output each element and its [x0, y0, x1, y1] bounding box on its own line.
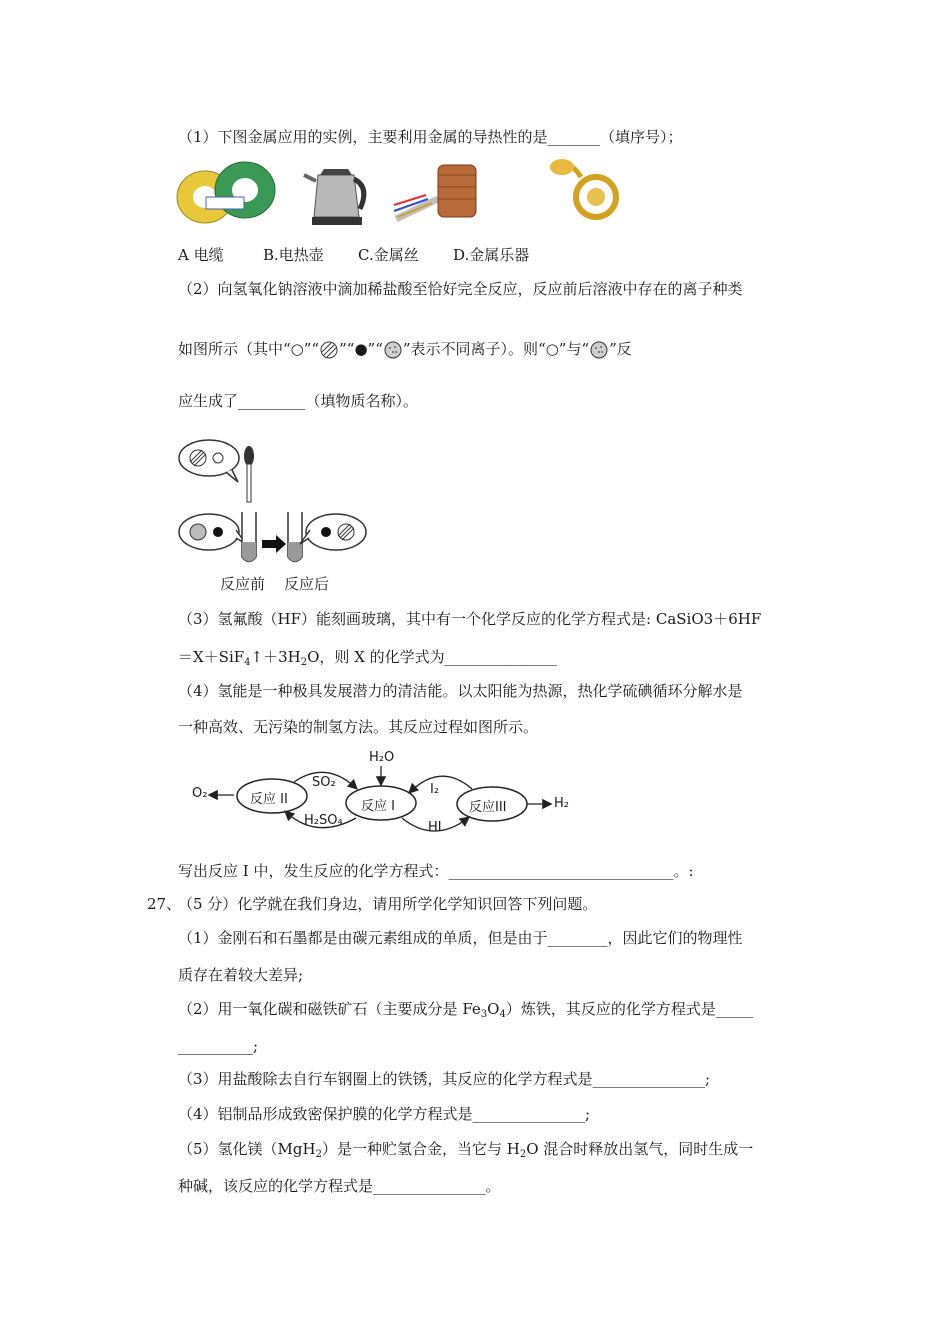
q27-p2-line2: __________;	[178, 1037, 259, 1055]
q1-prompt: （1）下图金属应用的实例，主要利用金属的导热性的是_______（填序号）；	[178, 128, 683, 146]
kettle-image	[304, 169, 364, 225]
q27-p1-line1: （1）金刚石和石墨都是由碳元素组成的单质，但是由于________，因此它们的物理性	[178, 929, 743, 947]
hatched-ion-icon	[319, 340, 339, 360]
label-hi: HI	[428, 820, 442, 835]
q27-p5-line1: （5）氢化镁（MgH$_2$）是一种贮氢合金，当它与 $H_2O$ 混合时释放出氢气，同时生成一	[178, 1140, 754, 1160]
q3-line2: $=X+SiF_4↑+3H_2O$，则 X 的化学式为_______________	[178, 648, 558, 668]
option-b: B.电热壶	[263, 246, 324, 264]
q27-p3: （3）用盐酸除去自行车钢圈上的铁锈，其反应的化学方程式是_______________;	[178, 1070, 711, 1088]
dotted-ion-icon	[589, 340, 609, 360]
option-a: A 电缆	[178, 246, 224, 264]
fig-label-before: 反应前	[220, 575, 266, 593]
q4-line3: 写出反应 I 中，发生反应的化学方程式：______________________________。:	[178, 862, 694, 880]
option-c: C.金属丝	[358, 246, 419, 264]
ion-reaction-figure	[176, 432, 376, 594]
wire-image	[394, 165, 476, 219]
label-h2o: H₂O	[369, 750, 395, 765]
cable-image	[177, 162, 275, 223]
sulfur-iodine-cycle-diagram	[176, 748, 586, 844]
fig-label-after: 反应后	[284, 575, 330, 593]
horn-image	[550, 159, 616, 217]
q27-intro: （5 分）化学就在我们身边，请用所学化学知识回答下列问题。	[178, 895, 598, 913]
q1-images	[176, 157, 636, 232]
label-reaction-3: 反应III	[469, 800, 507, 815]
q4-line2: 一种高效、无污染的制氢方法。其反应过程如图所示。	[178, 718, 539, 736]
q2-line2: 如图所示（其中“○”“ ”“●”“ ”表示不同离子）。则“○”与“ ”反	[178, 340, 632, 358]
label-i2: I₂	[430, 782, 440, 797]
label-reaction-2: 反应 II	[250, 792, 288, 807]
q2-line1: （2）向氢氧化钠溶液中滴加稀盐酸至恰好完全反应，反应前后溶液中存在的离子种类	[178, 280, 743, 298]
q27-p1-line2: 质存在着较大差异;	[178, 966, 304, 984]
q3-line1: （3）氢氟酸（HF）能刻画玻璃，其中有一个化学反应的化学方程式是: CaSiO3＋6HF	[178, 610, 762, 628]
dotted-ion-icon	[383, 340, 403, 360]
label-h2: H₂	[554, 796, 569, 811]
label-o2: O₂	[192, 786, 208, 801]
q27-p4: （4）铝制品形成致密保护膜的化学方程式是_______________;	[178, 1105, 591, 1123]
label-reaction-1: 反应 I	[361, 799, 395, 814]
q4-line1: （4）氢能是一种极具发展潜力的清洁能。以太阳能为热源，热化学硫碘循环分解水是	[178, 682, 743, 700]
label-so2: SO₂	[312, 775, 336, 790]
q27-p2-line1: （2）用一氧化碳和磁铁矿石（主要成分是 $Fe_3O_4$）炼铁，其反应的化学方程式是_____	[178, 1000, 754, 1020]
q27-p5-line2: 种碱，该反应的化学方程式是_______________。	[178, 1177, 501, 1195]
q2-line3: 应生成了_________（填物质名称）。	[178, 392, 419, 410]
question-27-number: 27、	[147, 895, 182, 913]
option-d: D.金属乐器	[453, 246, 530, 264]
label-h2so4: H₂SO₄	[304, 813, 343, 828]
